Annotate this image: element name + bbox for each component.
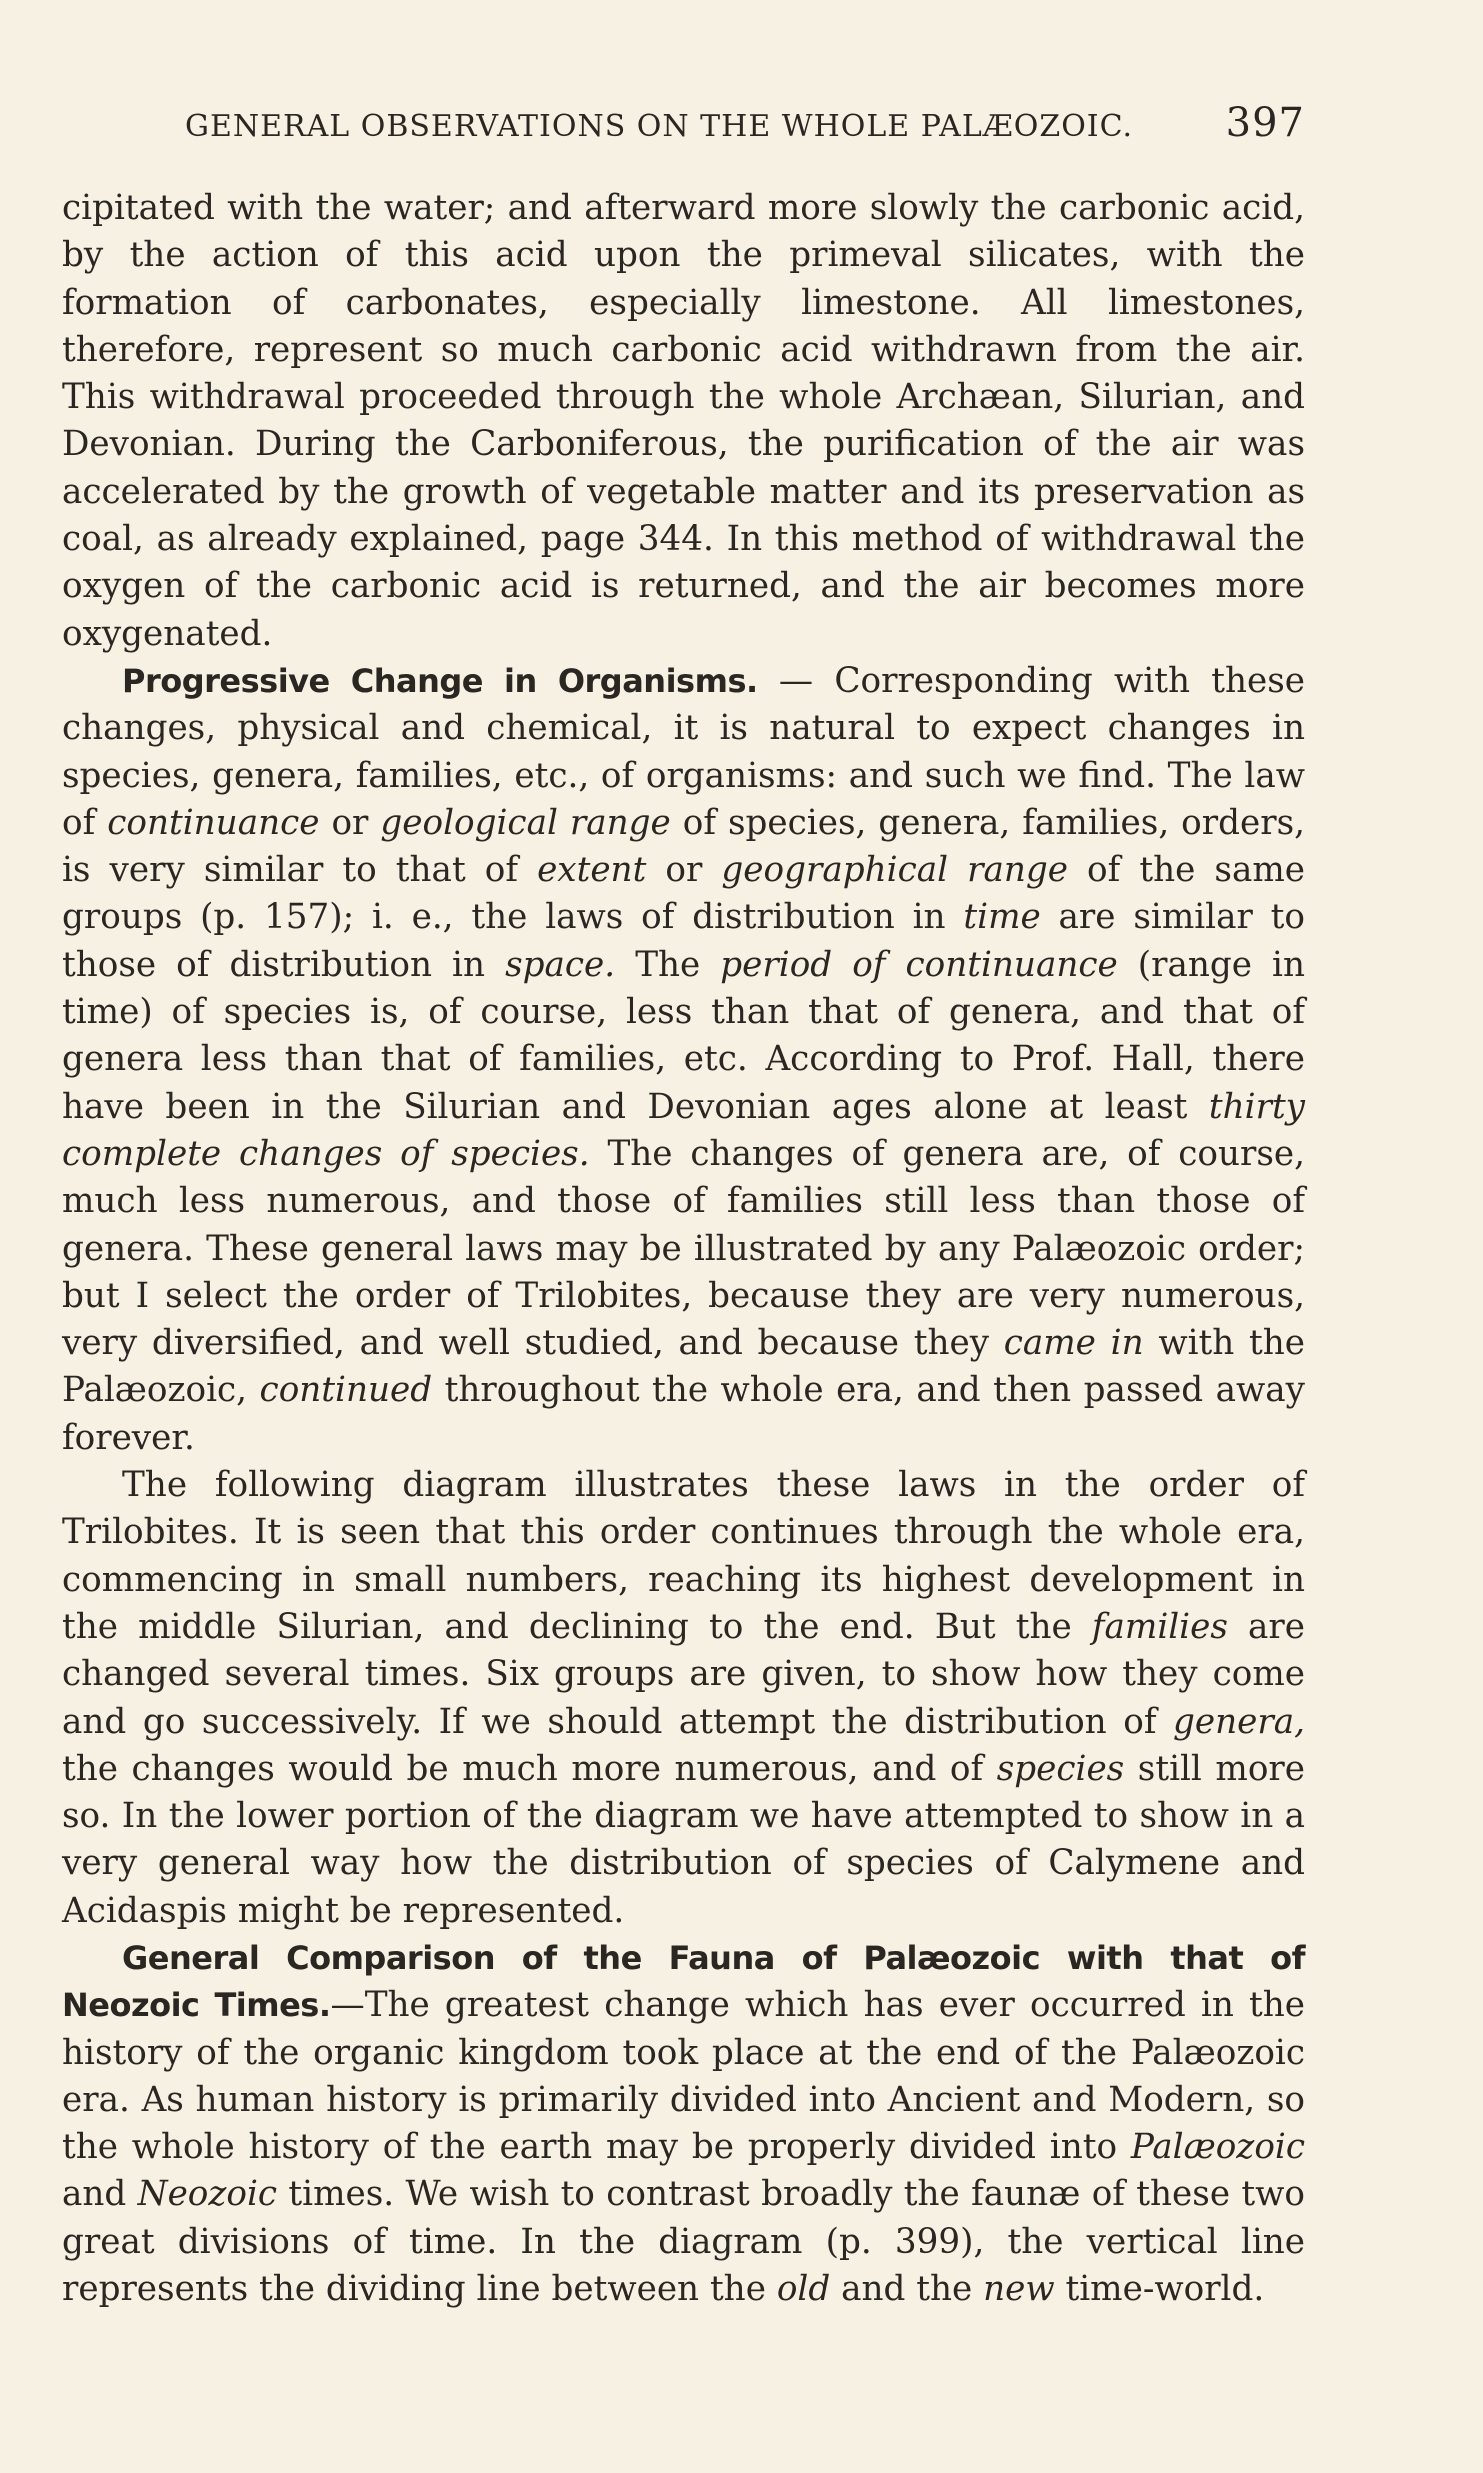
text-run: of species, genera, families, orders, is very similar to that of [62, 802, 1305, 891]
text-run: with the Palæozoic, [62, 1323, 1305, 1411]
italic-run: species [996, 1748, 1125, 1789]
text-run: — Corresponding with these changes, physical and chemical, it is natural to expect changes in species, genera, families, etc., of organisms: and such we find. The law of [62, 660, 1305, 843]
text-run: times. We wish to contrast broadly the faunæ of these two great divisions of time. In the diagram (p. 399), the vertical line represents the dividing line between the [62, 2174, 1305, 2310]
italic-run: space. [505, 944, 616, 985]
paragraph-4 [62, 1935, 1305, 2313]
italic-run: families [1091, 1606, 1228, 1647]
text-run: time-world. [1054, 2269, 1265, 2310]
text-run: and [62, 2174, 138, 2215]
italic-run: continued [259, 1370, 433, 1411]
text-run: (range in time) of species is, of course, less than that of genera, and that of genera less than that of families, etc. According to Prof. Hall, there have been in the Silurian and Devonian ages alone at least [62, 944, 1305, 1127]
italic-run: came in [1003, 1323, 1144, 1364]
text-run: or [319, 802, 381, 843]
text-run: cipitated with the water; and afterward more slowly the carbonic acid, by the action of this acid upon the primeval silicates, with the formation of carbonates, especially limestone. All limestones, therefore, represent so much carbonic acid withdrawn from the air. This withdrawal proceeded through the whole Archæan, Silurian, and Devonian. During the Carboniferous, the purification of the air was accelerated by the growth of vegetable matter and its preservation as coal, as already explained, page 344. In this method of withdrawal the oxygen of the carbonic acid is returned, and the air becomes more oxygenated. [62, 188, 1305, 654]
page-number: 397 [1225, 100, 1305, 146]
italic-run: geological range [380, 802, 671, 843]
paragraph-2 [62, 658, 1305, 1462]
text-run: The changes of genera are, of course, much less numerous, and those of families still less than those of genera. These general laws may be illustrated by any Palæozoic order; but I select the order of Trilobites, because they are very numerous, very diversified, and well studied, and because they [62, 1133, 1305, 1364]
body-text [62, 185, 1305, 2313]
text-run: of the same groups (p. 157); i. e., the laws of distribution in [62, 850, 1306, 938]
italic-run: period of continuance [720, 944, 1118, 985]
italic-run: genera, [1173, 1701, 1305, 1742]
text-run: and the [830, 2269, 984, 2310]
text-run: or [646, 850, 722, 891]
text-run: —The greatest change which has ever occurred in the history of the organic kingdom took place at the end of the Palæozoic era. As human history is primarily divided into Ancient and Modern, so the whole history of the earth may be properly divided into [62, 1985, 1305, 2168]
italic-run: continuance [107, 802, 320, 843]
text-run: are similar to those of distribution in [62, 897, 1305, 985]
text-run: the changes would be much more numerous, and of [62, 1748, 997, 1789]
italic-run: new [983, 2269, 1055, 2310]
paragraph-1 [62, 185, 1305, 658]
paragraph-3 [62, 1462, 1305, 1935]
italic-run: old [776, 2269, 831, 2310]
italic-run: Palæozoic [1130, 2127, 1305, 2168]
text-run: throughout the whole era, and then passed away forever. [62, 1370, 1305, 1458]
text-run: The [615, 944, 721, 985]
page-header [185, 100, 1305, 146]
italic-run: geographical range [721, 850, 1068, 891]
italic-run: thirty complete changes of species. [62, 1086, 1305, 1174]
section-heading-general-comparison: General Comparison of the Fauna of Palæozoic with that of Neozoic Times. [62, 1938, 1305, 2025]
italic-run: extent [537, 850, 647, 891]
text-run: The following diagram illustrates these laws in the order of Trilobites. It is seen that this order continues through the whole era, commencing in small numbers, reaching its highest development in the middle Silurian, and declining to the end. But the [62, 1465, 1305, 1647]
text-run: are changed several times. Six groups are given, to show how they come and go successively. If we should attempt the distribution of [62, 1606, 1305, 1742]
italic-run: time [963, 897, 1041, 938]
text-run: still more so. In the lower portion of the diagram we have attempted to show in a very general way how the distribution of species of Calymene and Acidaspis might be represented. [62, 1748, 1305, 1931]
italic-run: Neozoic [137, 2174, 278, 2215]
section-heading-progressive-change: Progressive Change in Organisms. [122, 661, 758, 700]
running-head: GENERAL OBSERVATIONS ON THE WHOLE PALÆOZOIC. [185, 109, 1134, 144]
